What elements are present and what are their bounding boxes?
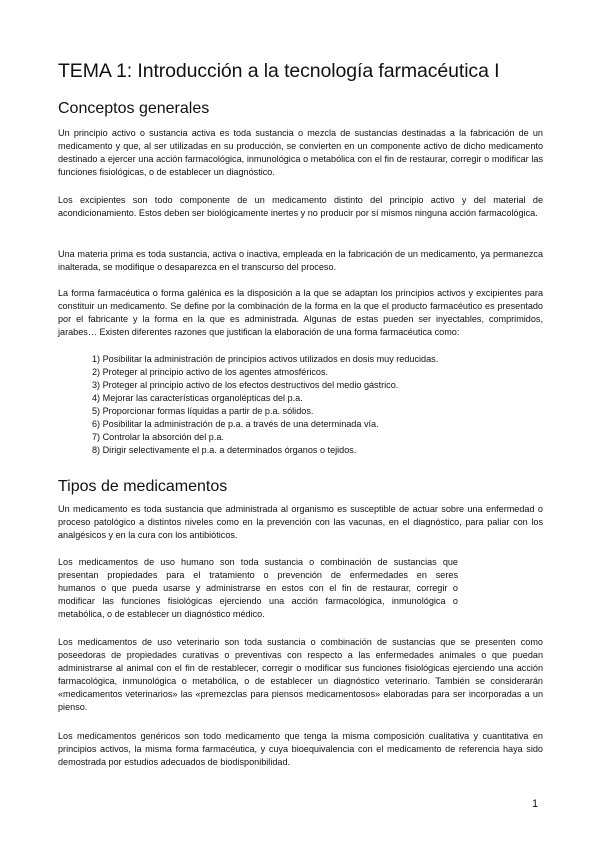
list-item: 8) Dirigir selectivamente el p.a. a determinados órganos o tejidos. xyxy=(92,445,357,455)
page-title: TEMA 1: Introducción a la tecnología farmacéutica I xyxy=(58,60,500,82)
list-item: 4) Mejorar las características organolépticas del p.a. xyxy=(92,393,303,403)
section-heading-tipos: Tipos de medicamentos xyxy=(58,478,228,495)
paragraph-excipientes: Los excipientes son todo componente de un medicamento distinto del principio activo y del material de acondicionamiento. Estos deben ser biológicamente inertes y no producir por sí mismos ninguna acción farmacológica. xyxy=(58,195,543,218)
paragraph-uso-humano xyxy=(58,556,458,621)
list-item: 7) Controlar la absorción del p.a. xyxy=(92,432,224,442)
list-item: 2) Proteger al principio activo de los agentes atmosféricos. xyxy=(92,367,329,377)
list-item: 5) Proporcionar formas líquidas a partir de p.a. sólidos. xyxy=(92,406,314,416)
paragraph-forma-farmaceutica: La forma farmacéutica o forma galénica es la disposición a la que se adaptan los principios activos y excipientes para constituir un medicamento. Se define por la combinación de la forma en la que el producto farmacéutico es presentado por el fabricante y la forma en la que es administrada. Algunas de estas pueden ser inyectables, comprimidos, jarabes… Existen diferentes razones que justifican la elaboración de una forma farmacéutica como: xyxy=(58,288,543,337)
list-item: 3) Proteger al principio activo de los efectos destructivos del medio gástrico. xyxy=(92,380,399,390)
text-line: presentan propiedades para el tratamiento o prevención de enfermedades en seres xyxy=(58,570,458,580)
paragraph-medicamento: Un medicamento es toda sustancia que administrada al organismo es susceptible de actuar sobre una enfermedad o proceso patológico a distintos niveles como en la prevención con las vacunas, en el diagnóstico, para paliar con los analgésicos y en la cura con los antibióticos. xyxy=(58,504,543,540)
paragraph-principio-activo: Un principio activo o sustancia activa es toda sustancia o mezcla de sustancias destinadas a la fabricación de un medicamento y que, al ser utilizadas en su producción, se convierten en un componente activo de dicho medicamento destinado a ejercer una acción farmacológica, inmunológica o metabólica con el fin de restaurar, corregir o modificar las funciones fisiológicas, o de establecer un diagnóstico. xyxy=(58,128,543,177)
paragraph-uso-veterinario: Los medicamentos de uso veterinario son toda sustancia o combinación de sustancias que se presenten como poseedoras de propiedades curativas o preventivas con respecto a las enfermedades animales o que puedan administrarse al animal con el fin de restablecer, corregir o modificar sus funciones fisiológicas ejerciendo una acción farmacológica, inmunológica o metabólica, o de establecer un diagnóstico veterinario. También se considerarán «medicamentos veterinarios» las «premezclas para piensos medicamentosos» elaboradas para ser incorporadas a un pienso. xyxy=(58,637,543,712)
text-line: humanos o que pueda usarse y administrarse en estos con el fin de restaurar, corregir o xyxy=(58,583,458,593)
list-item: 1) Posibilitar la administración de principios activos utilizados en dosis muy reducidas. xyxy=(92,354,439,364)
paragraph-materia-prima: Una materia prima es toda sustancia, activa o inactiva, empleada en la fabricación de un medicamento, ya permanezca inalterada, se modifique o desaparezca en el transcurso del proceso. xyxy=(58,249,543,272)
text-line: modificar las funciones fisiológicas ejerciendo una acción farmacológica, inmunológica o xyxy=(58,596,458,606)
reasons-list xyxy=(58,353,438,457)
page-number: 1 xyxy=(532,798,539,810)
text-line: Los medicamentos de uso humano son toda sustancia o combinación de sustancias que xyxy=(58,557,458,567)
text-line: metabólica, o de establecer un diagnóstico médico. xyxy=(58,609,265,619)
section-heading-conceptos: Conceptos generales xyxy=(58,100,210,117)
list-item: 6) Posibilitar la administración de p.a. a través de una determinada vía. xyxy=(92,419,379,429)
paragraph-genericos: Los medicamentos genéricos son todo medicamento que tenga la misma composición cualitativa y cuantitativa en principios activos, la misma forma farmacéutica, y cuya bioequivalencia con el medicamento de referencia haya sido demostrada por estudios adecuados de biodisponibilidad. xyxy=(58,731,543,767)
